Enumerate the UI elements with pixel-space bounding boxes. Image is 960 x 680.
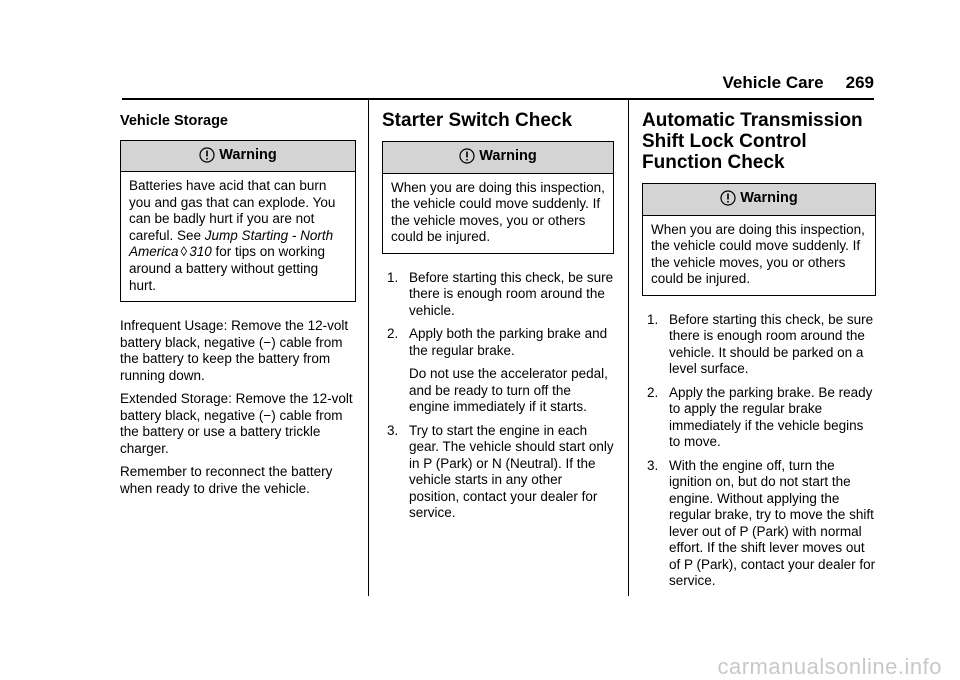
column-shift-lock: [642, 110, 876, 597]
warning-text: When you are doing this inspection, the vehicle could move suddenly. If the vehicle moves, you or others could be injured.: [651, 221, 865, 287]
paragraph: Infrequent Usage: Remove the 12-volt battery black, negative (−) cable from the battery to keep the battery from running down.: [120, 318, 349, 383]
warning-icon: [199, 147, 215, 163]
page-ref-icon: ◊: [180, 244, 188, 260]
steps-list: [382, 270, 614, 522]
column-starter-switch: [382, 110, 614, 529]
xref-link[interactable]: Jump Starting - North America: [129, 227, 334, 260]
warning-icon: [720, 190, 736, 206]
list-item: 2. Apply both the parking brake and the regular brake. Do not use the accelerator pedal, and be ready to turn off the engine immediately if it starts.: [387, 326, 608, 415]
warning-header: [643, 184, 875, 216]
paragraph: Remember to reconnect the battery when ready to drive the vehicle.: [120, 464, 333, 496]
warning-box: [120, 140, 356, 303]
warning-header: [121, 141, 355, 173]
page-number: 269: [845, 73, 874, 92]
warning-icon: [459, 148, 475, 164]
list-item: 1. Before starting this check, be sure there is enough room around the vehicle.: [387, 269, 614, 318]
steps-list: [642, 312, 876, 590]
list-item: 1. Before starting this check, be sure there is enough room around the vehicle. It should be parked on a level surface.: [647, 311, 874, 377]
list-item: 2. Apply the parking brake. Be ready to apply the regular brake immediately if the vehicle begins to move.: [647, 384, 873, 450]
xref-page[interactable]: 310: [189, 244, 212, 260]
watermark: carmanualsonline.info: [717, 654, 942, 679]
column-vehicle-storage: [120, 110, 356, 504]
warning-label: Warning: [479, 148, 537, 164]
warning-text: Batteries have acid that can burn you and gas that can explode. You can be badly hurt if you are not careful. See Jump Starting - North America ◊ 310 for tips on working around a battery without getting hurt.: [129, 178, 336, 293]
column-divider-1: [368, 100, 369, 596]
heading-shift-lock-check: Automatic Transmission Shift Lock Control Function Check: [642, 110, 863, 173]
warning-text: When you are doing this inspection, the vehicle could move suddenly. If the vehicle moves, you or others could be injured.: [391, 179, 605, 245]
warning-box: [642, 183, 876, 296]
warning-box: [382, 141, 614, 254]
page-header: [122, 72, 874, 94]
warning-label: Warning: [219, 146, 277, 163]
header-rule: [122, 98, 874, 100]
paragraph: Extended Storage: Remove the 12-volt battery black, negative (−) cable from the battery or use a battery trickle charger.: [120, 391, 353, 456]
column-divider-2: [628, 100, 629, 596]
warning-header: [383, 142, 613, 174]
heading-starter-switch-check: Starter Switch Check: [382, 110, 573, 131]
list-item: 3. With the engine off, turn the ignition on, but do not start the engine. Without applying the regular brake, try to move the shift lever out of P (Park) with normal effort. If the shift lever moves out of P (Park), contact your dealer for service.: [647, 457, 876, 589]
list-item: 3. Try to start the engine in each gear. The vehicle should start only in P (Park) or N (Neutral). If the vehicle starts in any other position, contact your dealer for service.: [387, 422, 614, 521]
warning-label: Warning: [740, 190, 798, 206]
section-title: Vehicle Care: [722, 73, 824, 92]
heading-vehicle-storage: Vehicle Storage: [120, 113, 228, 129]
